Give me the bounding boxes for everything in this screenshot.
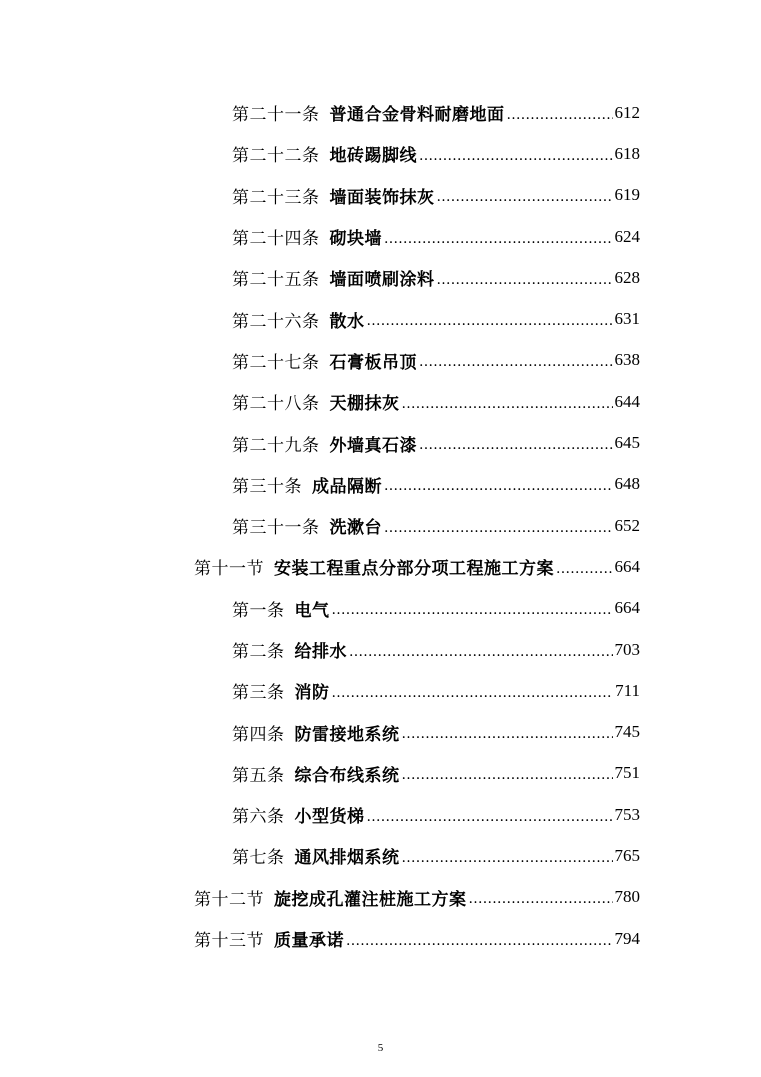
toc-section-entry[interactable] <box>0 918 761 959</box>
dot-leader <box>349 644 613 660</box>
toc-entry-label: 第七条 <box>232 848 285 869</box>
dot-leader <box>419 354 613 370</box>
dot-leader <box>402 396 613 412</box>
toc-section-entry[interactable] <box>0 546 761 587</box>
toc-entry-label: 第二十四条 <box>232 229 320 250</box>
toc-article-entry[interactable] <box>0 340 761 381</box>
toc-entry-page-number: 765 <box>614 845 640 865</box>
dot-leader <box>507 107 613 123</box>
toc-entry-label: 第十一节 <box>194 559 264 580</box>
dot-leader <box>332 685 614 701</box>
toc-entry-title: 墙面装饰抹灰 <box>329 187 435 208</box>
toc-entry-label: 第一条 <box>232 600 285 621</box>
toc-entry-label: 第十二节 <box>194 889 264 910</box>
toc-entry-page-number: 753 <box>614 804 640 824</box>
dot-leader <box>419 148 613 164</box>
toc-entry-title: 散水 <box>329 311 365 332</box>
toc-article-entry[interactable] <box>0 133 761 174</box>
dot-leader <box>346 933 613 949</box>
toc-entry-page-number: 780 <box>614 887 640 907</box>
toc-entry-page-number: 703 <box>614 639 640 659</box>
dot-leader <box>384 231 613 247</box>
toc-article-entry[interactable] <box>0 298 761 339</box>
toc-article-entry[interactable] <box>0 588 761 629</box>
toc-article-entry[interactable] <box>0 753 761 794</box>
toc-entry-page-number: 711 <box>615 680 640 700</box>
table-of-contents <box>0 92 761 959</box>
toc-entry-page-number: 645 <box>614 433 640 453</box>
toc-entry-label: 第二十二条 <box>232 146 320 167</box>
toc-entry-label: 第三十条 <box>232 476 302 497</box>
toc-entry-title: 成品隔断 <box>312 476 382 497</box>
toc-entry-title: 旋挖成孔灌注桩施工方案 <box>274 889 467 910</box>
dot-leader <box>402 767 613 783</box>
toc-entry-label: 第二十八条 <box>232 394 320 415</box>
toc-entry-label: 第六条 <box>232 807 285 828</box>
dot-leader <box>384 520 613 536</box>
toc-article-entry[interactable] <box>0 505 761 546</box>
toc-entry-page-number: 644 <box>614 391 640 411</box>
dot-leader <box>556 561 613 577</box>
dot-leader <box>402 726 613 742</box>
toc-article-entry[interactable] <box>0 464 761 505</box>
toc-article-entry[interactable] <box>0 257 761 298</box>
toc-article-entry[interactable] <box>0 670 761 711</box>
toc-entry-title: 地砖踢脚线 <box>329 146 417 167</box>
toc-entry-label: 第三条 <box>232 683 285 704</box>
toc-article-entry[interactable] <box>0 835 761 876</box>
dot-leader <box>384 478 613 494</box>
toc-entry-page-number: 794 <box>614 928 640 948</box>
toc-entry-page-number: 624 <box>614 226 640 246</box>
toc-entry-label: 第五条 <box>232 765 285 786</box>
toc-article-entry[interactable] <box>0 216 761 257</box>
toc-entry-title: 墙面喷刷涂料 <box>329 270 435 291</box>
toc-entry-title: 质量承诺 <box>274 931 344 952</box>
toc-article-entry[interactable] <box>0 422 761 463</box>
toc-entry-label: 第二十一条 <box>232 105 320 126</box>
toc-entry-page-number: 664 <box>614 598 640 618</box>
toc-entry-label: 第十三节 <box>194 931 264 952</box>
toc-entry-title: 电气 <box>294 600 330 621</box>
toc-entry-title: 消防 <box>294 683 330 704</box>
toc-entry-title: 外墙真石漆 <box>329 435 417 456</box>
toc-entry-label: 第二条 <box>232 642 285 662</box>
dot-leader <box>367 809 613 825</box>
toc-entry-title: 防雷接地系统 <box>294 724 400 745</box>
toc-entry-page-number: 648 <box>614 474 640 494</box>
toc-entry-title: 砌块墙 <box>329 229 382 250</box>
toc-entry-label: 第二十六条 <box>232 311 320 332</box>
toc-entry-page-number: 751 <box>614 763 640 783</box>
dot-leader <box>367 313 613 329</box>
toc-entry-label: 第二十五条 <box>232 270 320 291</box>
toc-entry-label: 第二十三条 <box>232 187 320 208</box>
toc-article-entry[interactable] <box>0 629 761 670</box>
toc-entry-title: 洗漱台 <box>329 518 382 539</box>
toc-entry-page-number: 619 <box>614 185 640 205</box>
toc-entry-title: 安装工程重点分部分项工程施工方案 <box>274 559 554 580</box>
dot-leader <box>419 437 613 453</box>
toc-entry-page-number: 638 <box>614 350 640 370</box>
toc-article-entry[interactable] <box>0 381 761 422</box>
dot-leader <box>437 272 613 288</box>
toc-article-entry[interactable] <box>0 92 761 133</box>
toc-entry-title: 通风排烟系统 <box>294 848 400 869</box>
page-number-footer: 5 <box>377 1042 384 1054</box>
toc-entry-title: 普通合金骨料耐磨地面 <box>329 105 505 126</box>
toc-section-entry[interactable] <box>0 877 761 918</box>
toc-entry-label: 第三十一条 <box>232 518 320 539</box>
toc-entry-title: 给排水 <box>294 642 347 662</box>
dot-leader <box>437 189 613 205</box>
toc-article-entry[interactable] <box>0 175 761 216</box>
dot-leader <box>402 850 613 866</box>
toc-entry-title: 石膏板吊顶 <box>329 352 417 373</box>
toc-entry-page-number: 612 <box>614 102 640 122</box>
dot-leader <box>469 891 613 907</box>
toc-entry-page-number: 628 <box>614 267 640 287</box>
toc-entry-page-number: 745 <box>614 722 640 742</box>
toc-entry-page-number: 652 <box>614 515 640 535</box>
toc-entry-page-number: 664 <box>614 556 640 576</box>
dot-leader <box>332 602 613 618</box>
toc-entry-title: 小型货梯 <box>294 807 365 828</box>
toc-entry-label: 第二十九条 <box>232 435 320 456</box>
toc-article-entry[interactable] <box>0 711 761 752</box>
toc-entry-title: 综合布线系统 <box>294 765 400 786</box>
toc-entry-page-number: 631 <box>614 309 640 329</box>
toc-entry-label: 第四条 <box>232 724 285 745</box>
toc-article-entry[interactable] <box>0 794 761 835</box>
toc-entry-page-number: 618 <box>614 143 640 163</box>
toc-entry-title: 天棚抹灰 <box>329 394 400 415</box>
toc-entry-label: 第二十七条 <box>232 352 320 373</box>
